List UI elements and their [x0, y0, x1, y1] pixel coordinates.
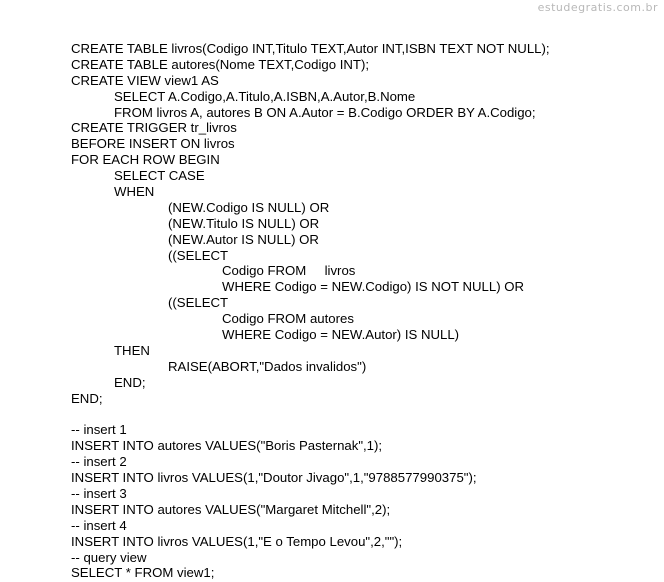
code-line: -- query view	[71, 549, 147, 565]
code-line: THEN	[114, 342, 150, 358]
code-line: FOR EACH ROW BEGIN	[71, 152, 220, 168]
code-line: INSERT INTO autores VALUES("Boris Pasternak",1);	[71, 438, 383, 454]
code-line: -- insert 2	[71, 454, 127, 470]
code-line: END;	[71, 390, 103, 406]
code-line: INSERT INTO livros VALUES(1,"E o Tempo Levou",2,"");	[71, 533, 403, 549]
code-line: Codigo FROM autores	[222, 311, 354, 327]
code-line: WHEN	[114, 184, 155, 200]
code-line: Codigo FROM livros	[222, 263, 356, 279]
code-line: SELECT A.Codigo,A.Titulo,A.ISBN,A.Autor,B.Nome	[114, 88, 416, 104]
code-line: -- insert 3	[71, 485, 127, 501]
code-line: CREATE VIEW view1 AS	[71, 72, 219, 88]
code-line: BEFORE INSERT ON livros	[71, 136, 235, 152]
code-line: WHERE Codigo = NEW.Codigo) IS NOT NULL) OR	[222, 279, 525, 295]
code-line: INSERT INTO livros VALUES(1,"Doutor Jivago",1,"9788577990375");	[71, 470, 477, 486]
code-line: (NEW.Codigo IS NULL) OR	[168, 199, 330, 215]
sql-code-block	[71, 41, 550, 581]
code-line: SELECT CASE	[114, 168, 205, 184]
code-line: CREATE TABLE autores(Nome TEXT,Codigo INT);	[71, 56, 370, 72]
code-line: RAISE(ABORT,"Dados invalidos")	[168, 358, 367, 374]
code-line	[71, 406, 550, 422]
watermark: estudegratis.com.br	[537, 1, 658, 14]
code-line: FROM livros A, autores B ON A.Autor = B.Codigo ORDER BY A.Codigo;	[114, 104, 536, 120]
code-line: SELECT * FROM view1;	[71, 565, 215, 581]
code-line: ((SELECT	[168, 295, 229, 311]
code-line: (NEW.Autor IS NULL) OR	[168, 231, 319, 247]
code-line: CREATE TABLE livros(Codigo INT,Titulo TEXT,Autor INT,ISBN TEXT NOT NULL);	[71, 41, 550, 56]
code-line: END;	[114, 374, 146, 390]
code-line: CREATE TRIGGER tr_livros	[71, 120, 237, 136]
code-line: (NEW.Titulo IS NULL) OR	[168, 215, 320, 231]
code-line: -- insert 1	[71, 422, 127, 438]
code-line: INSERT INTO autores VALUES("Margaret Mitchell",2);	[71, 501, 391, 517]
code-line: WHERE Codigo = NEW.Autor) IS NULL)	[222, 327, 460, 343]
code-line: ((SELECT	[168, 247, 229, 263]
code-line: -- insert 4	[71, 517, 127, 533]
